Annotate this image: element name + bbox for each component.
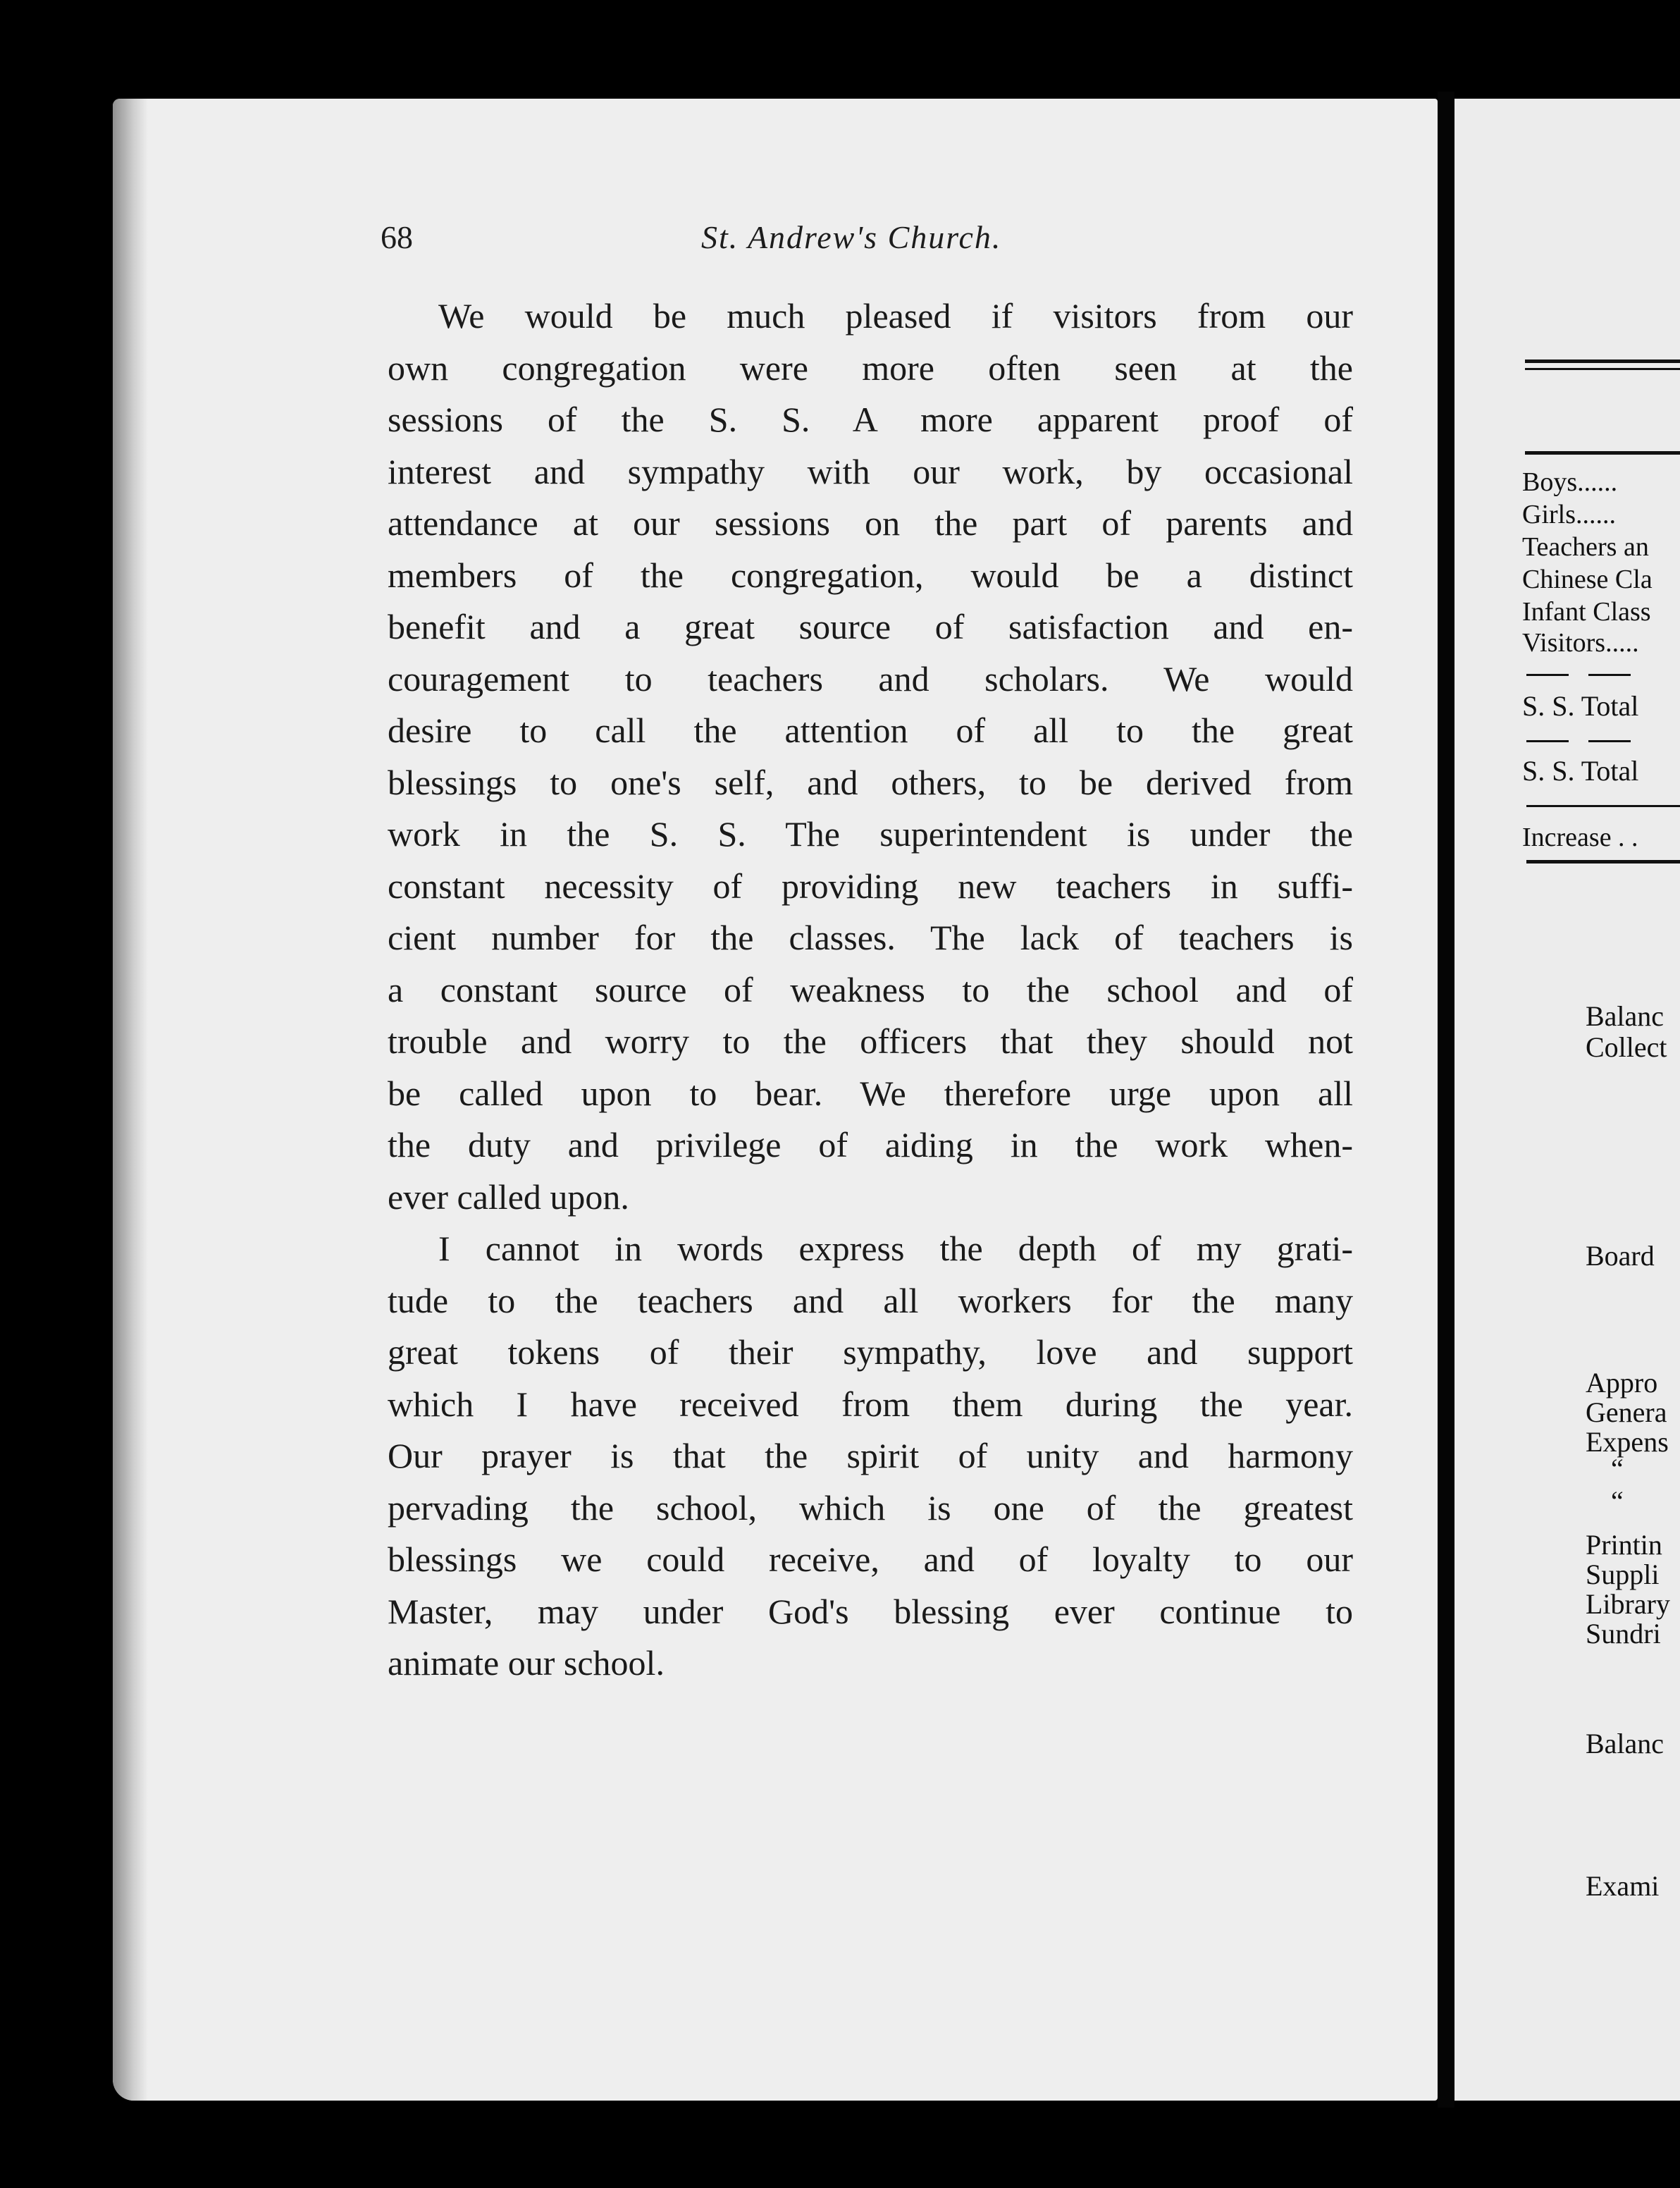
rule-dash: [1526, 674, 1569, 676]
text-line: be called upon to bear. We therefore urge upon all: [388, 1073, 1353, 1113]
rule-dash: [1588, 674, 1631, 676]
text-line: animate our school.: [388, 1643, 665, 1683]
text-line: ever called upon.: [388, 1176, 629, 1217]
text-line: blessings to one's self, and others, to be derived from: [388, 762, 1353, 802]
double-rule-bottom: [1525, 368, 1680, 370]
text-line: a constant source of weakness to the school and of: [388, 969, 1353, 1009]
text-line: work in the S. S. The superintendent is under the: [388, 814, 1353, 854]
table-row-label: Boys......: [1522, 467, 1618, 497]
expense-label: Appro: [1586, 1367, 1658, 1399]
text-line: constant necessity of providing new teachers in suffi-: [388, 866, 1353, 906]
page-number: 68: [381, 219, 413, 255]
table-top-rule: [1525, 451, 1680, 455]
text-line: interest and sympathy with our work, by occasional: [388, 451, 1353, 491]
ditto-mark: “: [1611, 1453, 1624, 1485]
paragraph-1: [388, 290, 1353, 1223]
text-line: I cannot in words express the depth of my grati-: [438, 1229, 1353, 1268]
rule-dash: [1588, 740, 1631, 742]
text-line: tude to the teachers and all workers for the many: [388, 1280, 1353, 1320]
rule-dash: [1526, 740, 1569, 742]
total-label: S. S. Total: [1522, 690, 1639, 722]
right-page-fragment: [1454, 99, 1680, 2101]
item-label: Printin: [1586, 1529, 1662, 1561]
account-label: Balanc: [1586, 1000, 1664, 1032]
table-row-label: Visitors.....: [1522, 628, 1639, 658]
text-line: pervading the school, which is one of the greatest: [388, 1487, 1353, 1528]
item-label: Sundri: [1586, 1618, 1661, 1649]
table-row-label: Infant Class: [1522, 597, 1651, 627]
text-line: great tokens of their sympathy, love and support: [388, 1332, 1353, 1372]
text-line: cient number for the classes. The lack of teachers is: [388, 918, 1353, 957]
text-line: attendance at our sessions on the part of parents and: [388, 503, 1353, 543]
item-label: Library: [1586, 1588, 1670, 1620]
table-row-label: Chinese Cla: [1522, 565, 1653, 594]
rule: [1526, 805, 1680, 807]
ditto-mark: “: [1611, 1485, 1624, 1517]
text-line: sessions of the S. S. A more apparent proof of: [388, 400, 1353, 439]
table-row-label: Teachers an: [1522, 532, 1649, 562]
table-row-label: Girls......: [1522, 500, 1616, 529]
text-line: couragement to teachers and scholars. We would: [388, 658, 1353, 699]
account-label: Collect: [1586, 1031, 1667, 1063]
text-line: Master, may under God's blessing ever continue to: [388, 1591, 1353, 1631]
text-line: Our prayer is that the spirit of unity and harmony: [388, 1436, 1353, 1475]
examined-label: Exami: [1586, 1870, 1660, 1902]
text-line: We would be much pleased if visitors from our: [438, 296, 1353, 336]
board-label: Board: [1586, 1240, 1655, 1272]
text-line: blessings we could receive, and of loyalty to our: [388, 1539, 1353, 1579]
expense-label: Expens: [1586, 1426, 1669, 1458]
page-edge-shadow: [113, 99, 148, 2101]
text-line: own congregation were more often seen at the: [388, 348, 1353, 388]
text-line: members of the congregation, would be a distinct: [388, 555, 1353, 595]
expense-label: Genera: [1586, 1396, 1667, 1428]
text-line: trouble and worry to the officers that they should not: [388, 1021, 1353, 1061]
balance-label: Balanc: [1586, 1728, 1664, 1759]
total-label: S. S. Total: [1522, 755, 1639, 787]
item-label: Suppli: [1586, 1559, 1660, 1590]
text-line: desire to call the attention of all to the great: [388, 711, 1353, 750]
text-line: the duty and privilege of aiding in the work when-: [388, 1125, 1353, 1164]
book-gutter: [1438, 92, 1454, 2108]
text-line: benefit and a great source of satisfaction and en-: [388, 607, 1353, 646]
increase-label: Increase . .: [1522, 823, 1638, 852]
page-header: [381, 219, 1367, 275]
paragraph-2: [388, 1223, 1353, 1690]
table-bottom-rule: [1526, 860, 1680, 863]
body-text: [388, 290, 1353, 1690]
double-rule-top: [1525, 359, 1680, 363]
running-title: St. Andrew's Church.: [701, 219, 1002, 255]
text-line: which I have received from them during the year.: [388, 1384, 1353, 1424]
